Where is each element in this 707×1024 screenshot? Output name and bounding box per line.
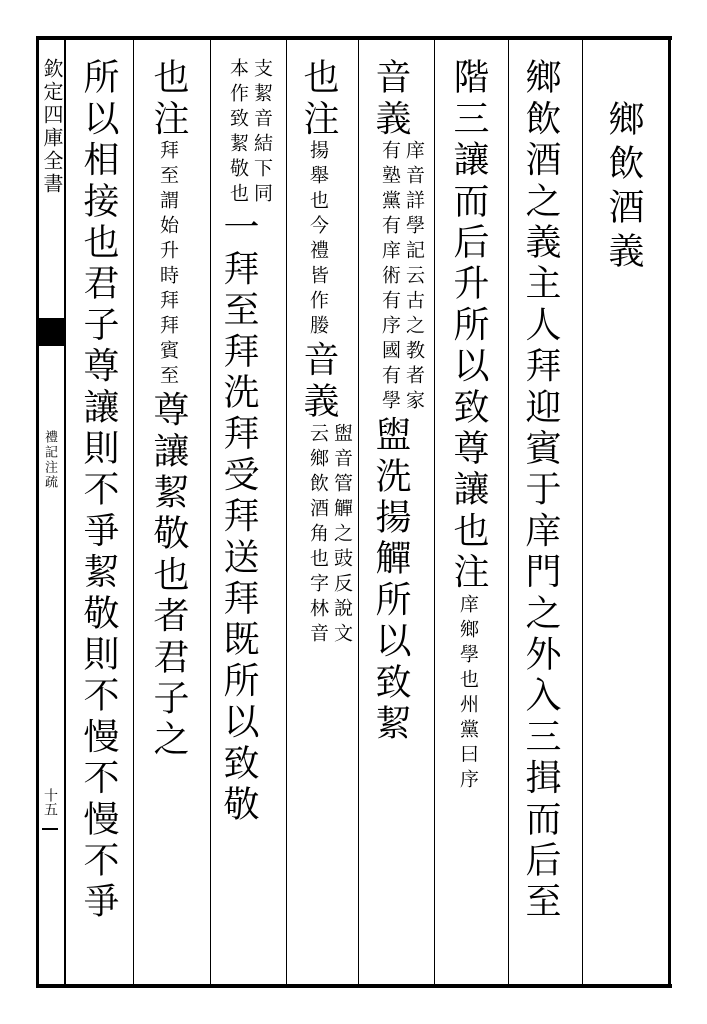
text-column-5 — [216, 58, 274, 826]
text-column-6 — [146, 58, 190, 761]
column-rule — [508, 40, 509, 984]
margin-page-number: 十五 — [42, 788, 58, 816]
chapter-title: 鄉飲酒義 — [603, 100, 644, 276]
main-text: 一拜至拜洗拜受拜送拜既所以致敬 — [218, 208, 259, 826]
column-rule — [358, 40, 359, 984]
margin-book-title: 禮記注疏 — [42, 430, 57, 490]
column-rule — [434, 40, 435, 984]
note-marker: 也注 — [298, 58, 339, 141]
text-column-3 — [368, 58, 426, 745]
margin-page-rule — [42, 828, 58, 830]
text-column-2 — [446, 58, 490, 794]
page-frame — [36, 36, 672, 988]
column-rule — [582, 40, 583, 984]
note-label: 注 — [448, 552, 489, 594]
text-column-7: 所以相接也君子尊讓則不爭絜敬則不慢不慢不爭 — [78, 58, 119, 924]
text-column-1: 鄉飲酒之義主人拜迎賓于庠門之外入三揖而后至 — [520, 58, 561, 924]
right-border — [668, 36, 671, 988]
note-marker: 也注 — [148, 58, 189, 141]
double-line-note: 盥音管觶之豉反說文 云鄉飲酒角也字林音 — [307, 422, 353, 648]
double-line-note: 庠音詳學記云古之教者家 有塾黨有庠術有序國有學 — [379, 140, 425, 416]
margin-collection-title: 欽定四庫全書 — [40, 58, 64, 196]
commentary-note: 拜至謂始升時拜拜賓至 — [157, 140, 179, 391]
commentary-note: 揚舉也今禮皆作媵 — [307, 140, 329, 341]
column-rule — [286, 40, 287, 984]
double-line-note: 支絜音結下同 本作致絜敬也 — [227, 58, 273, 208]
margin-fishtail-block — [38, 318, 64, 346]
column-rule — [133, 40, 134, 984]
top-border — [36, 36, 672, 40]
column-rule — [210, 40, 211, 984]
yinyi-marker: 音義 — [298, 340, 339, 423]
main-text: 階三讓而后升所以致尊讓也 — [448, 58, 489, 553]
yinyi-marker: 音義 — [370, 58, 411, 141]
main-text: 盥洗揚觶所以致絜 — [370, 415, 411, 746]
text-column-4 — [296, 58, 354, 648]
commentary-note: 庠鄉學也州黨曰序 — [457, 593, 479, 794]
bottom-border — [36, 984, 672, 988]
main-text: 尊讓絜敬也者君子之 — [148, 390, 189, 762]
